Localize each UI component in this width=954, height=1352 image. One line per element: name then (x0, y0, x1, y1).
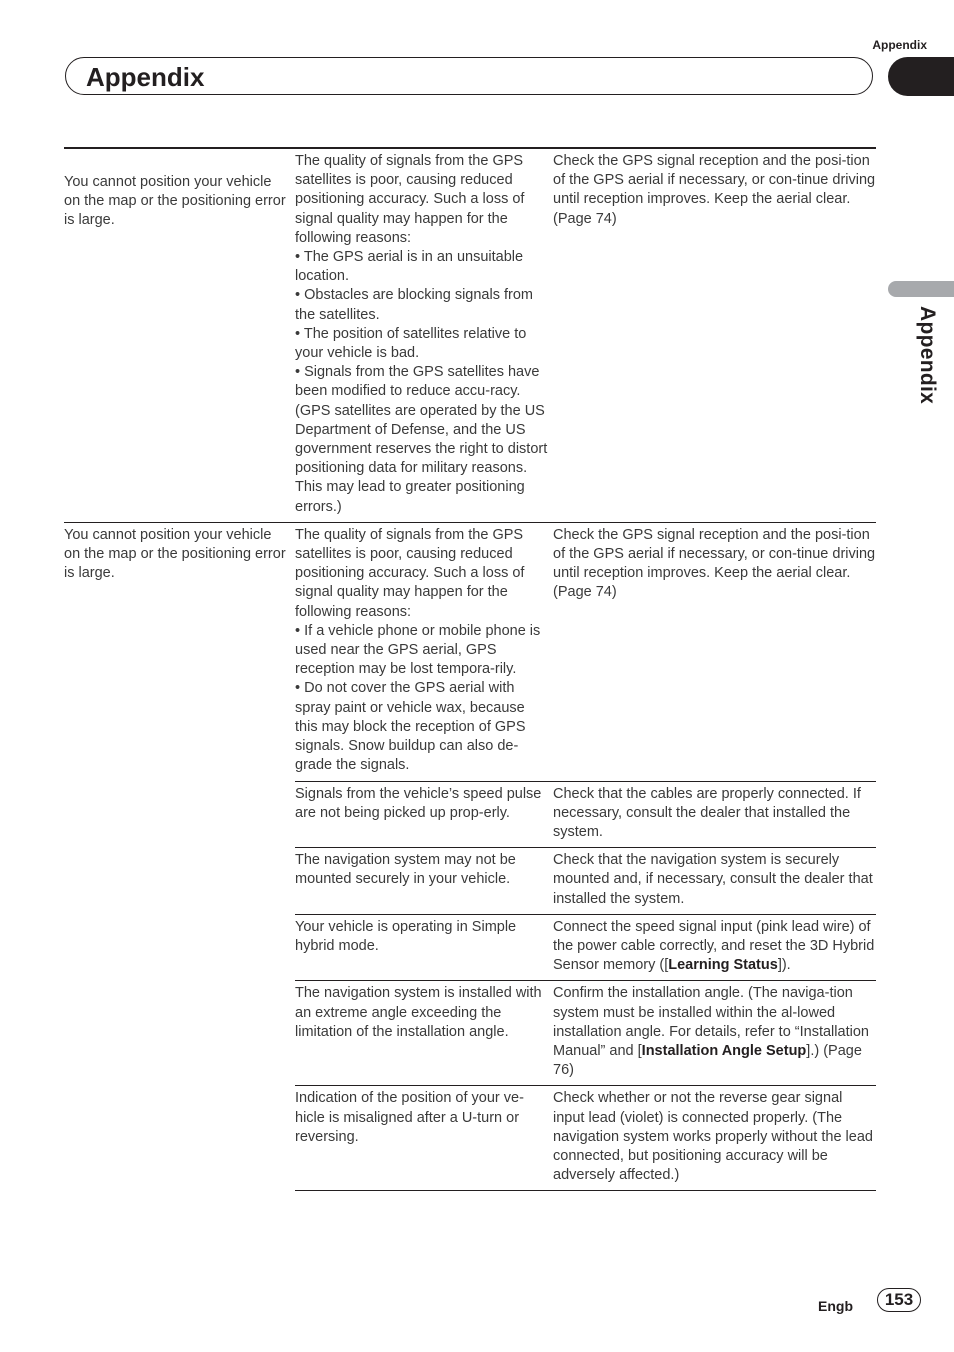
cause-text: The quality of signals from the GPS satellites is poor, causing reduced positioning accuracy. Such a loss of signal quality may happen for the following reasons: (295, 526, 525, 620)
action-cell: Check that the cables are properly connected. If necessary, consult the dealer that installed the system. (553, 781, 876, 848)
cause-bullet: • Do not cover the GPS aerial with spray paint or vehicle wax, because this may block the reception of GPS signals. Snow buildup can also de-grade the signals. (295, 680, 526, 774)
section-title-box (65, 57, 873, 95)
cause-bullet: • Signals from the GPS satellites have been modified to reduce accu-racy. (GPS satellites are operated by the US Department of Defense, and the US government reserves the right to distort positioning data for military reasons. This may lead to greater positioning errors.) (295, 364, 548, 515)
menu-item-name: Learning Status (668, 957, 778, 974)
page-title: Appendix (86, 62, 205, 92)
cause-cell (295, 148, 553, 522)
cause-bullet: • Obstacles are blocking signals from the satellites. (295, 287, 533, 323)
table-row (64, 148, 876, 522)
cause-bullet: • The GPS aerial is in an unsuitable location. (295, 249, 524, 285)
menu-item-name: Installation Angle Setup (641, 1042, 807, 1059)
section-tab-marker (888, 57, 954, 96)
running-header: Appendix (872, 38, 927, 52)
action-cell: Check whether or not the reverse gear signal input lead (violet) is connected properly. (The navigation system works properly without the lead connected, but positioning accuracy will be adversely affected.) (553, 1086, 876, 1191)
action-text: ]). (777, 957, 791, 974)
troubleshooting-table (64, 147, 876, 1191)
action-cell: Check the GPS signal reception and the posi-tion of the GPS aerial if necessary, or con-tinue driving until reception improves. Keep the aerial clear. (Page 74) (553, 522, 876, 781)
action-cell (553, 981, 876, 1086)
table-row (64, 522, 876, 781)
action-text: Confirm the installation angle. (The naviga-tion system must be installed within the al-lowed installation angle. For details, refer to “Installation Manual” and [ (553, 985, 869, 1059)
side-tab-label: Appendix (916, 306, 939, 405)
action-text: Connect the speed signal input (pink lead wire) of the power cable correctly, and reset the 3D Hybrid Sensor memory ([ (553, 918, 875, 974)
action-cell: Check that the navigation system is securely mounted and, if necessary, consult the dealer that installed the system. (553, 848, 876, 915)
cause-cell (295, 522, 553, 781)
cause-cell: The navigation system may not be mounted securely in your vehicle. (295, 848, 553, 915)
action-cell: Check the GPS signal reception and the posi-tion of the GPS aerial if necessary, or con-tinue driving until reception improves. Keep the aerial clear. (Page 74) (553, 148, 876, 522)
cause-cell: Indication of the position of your ve-hicle is misaligned after a U-turn or reversing. (295, 1086, 553, 1191)
cause-cell: Your vehicle is operating in Simple hybrid mode. (295, 914, 553, 981)
cause-text: The quality of signals from the GPS satellites is poor, causing reduced positioning accuracy. Such a loss of signal quality may happen for the following reasons: (295, 153, 525, 246)
language-code: Engb (818, 1298, 853, 1314)
chapter-tab-marker (888, 281, 954, 297)
symptom-cell: You cannot position your vehicle on the map or the positioning error is large. (64, 148, 295, 522)
cause-bullet: • The position of satellites relative to your vehicle is bad. (295, 325, 527, 362)
cause-bullet: • If a vehicle phone or mobile phone is used near the GPS aerial, GPS reception may be lost tempora-rily. (295, 622, 541, 678)
symptom-cell: You cannot position your vehicle on the map or the positioning error is large. (64, 522, 295, 1191)
cause-cell: The navigation system is installed with an extreme angle exceeding the limitation of the installation angle. (295, 981, 553, 1086)
action-text: ].) (Page 76) (553, 1042, 862, 1079)
page-number: 153 (877, 1288, 921, 1312)
action-cell (553, 914, 876, 981)
cause-cell: Signals from the vehicle’s speed pulse are not being picked up prop-erly. (295, 781, 553, 848)
